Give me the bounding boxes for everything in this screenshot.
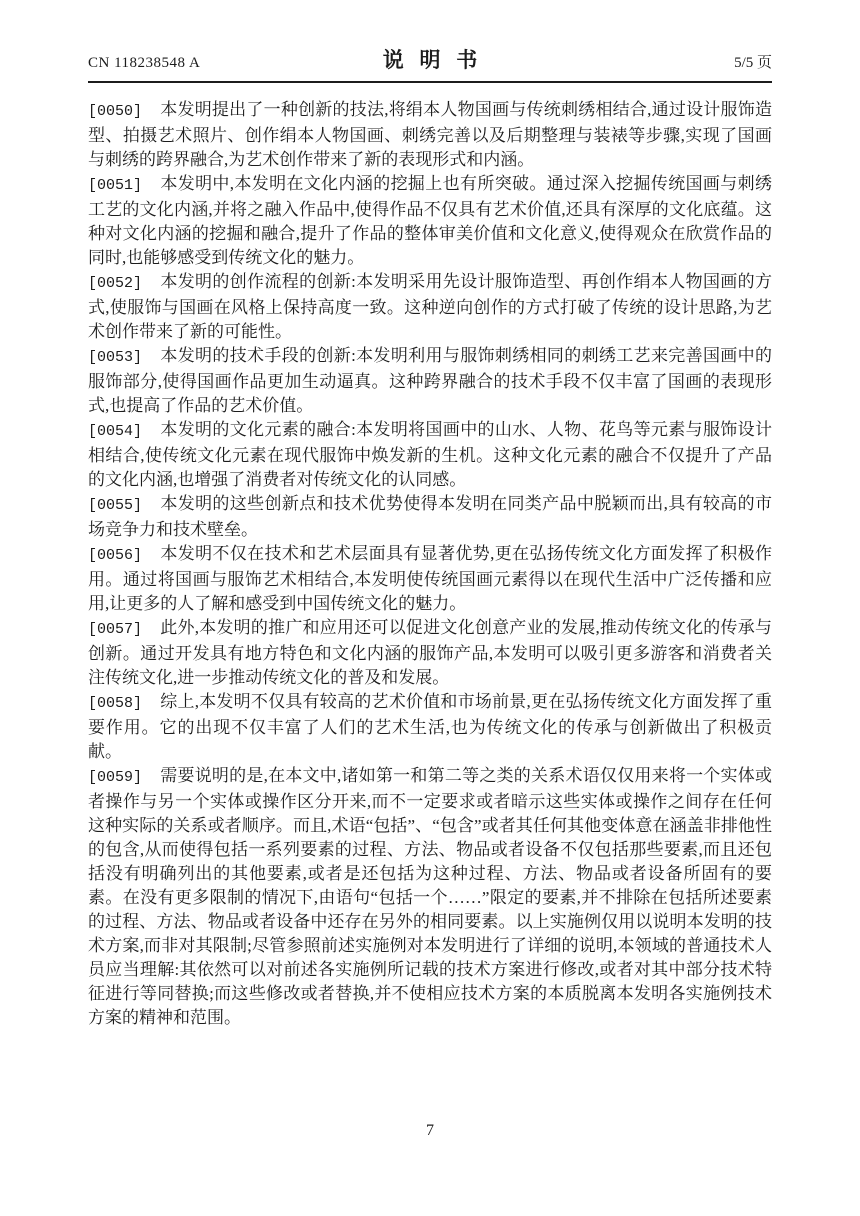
document-title: 说明书 — [382, 48, 493, 72]
paragraph-text: 此外,本发明的推广和应用还可以促进文化创意产业的发展,推动传统文化的传承与创新。通过开发具有地方特色和文化内涵的服饰产品,本发明可以吸引更多游客和消费者关注传统文化,进一步推动传统文化的普及和发展。 — [88, 618, 772, 687]
paragraph-text: 本发明的技术手段的创新:本发明利用与服饰刺绣相同的刺绣工艺来完善国画中的服饰部分,使得国画作品更加生动逼真。这种跨界融合的技术手段不仅丰富了国画的表现形式,也提高了作品的艺术价值。 — [88, 346, 772, 415]
publication-number: CN 118238548 A — [88, 55, 201, 71]
paragraph-number: [0055] — [88, 497, 143, 514]
patent-paragraph — [88, 98, 772, 172]
paragraph-text: 综上,本发明不仅具有较高的艺术价值和市场前景,更在弘扬传统文化方面发挥了重要作用。它的出现不仅丰富了人们的艺术生活,也为传统文化的传承与创新做出了积极贡献。 — [88, 692, 772, 761]
patent-paragraph — [88, 344, 772, 418]
page-number: 7 — [426, 1122, 434, 1139]
paragraph-number: [0054] — [88, 423, 143, 440]
paragraph-text: 本发明不仅在技术和艺术层面具有显著优势,更在弘扬传统文化方面发挥了积极作用。通过将国画与服饰艺术相结合,本发明使传统国画元素得以在现代生活中广泛传播和应用,让更多的人了解和感受到中国传统文化的魅力。 — [88, 544, 772, 613]
patent-paragraph — [88, 690, 772, 764]
description-body — [0, 83, 860, 1030]
paragraph-text: 需要说明的是,在本文中,诸如第一和第二等之类的关系术语仅仅用来将一个实体或者操作与另一个实体或操作区分开来,而不一定要求或者暗示这些实体或操作之间存在任何这种实际的关系或者顺序。而且,术语“包括”、“包含”或者其任何其他变体意在涵盖非排他性的包含,从而使得包括一系列要素的过程、方法、物品或者设备不仅包括那些要素,而且还包括没有明确列出的其他要素,或者是还包括为这种过程、方法、物品或者设备所固有的要素。在没有更多限制的情况下,由语句“包括一个……”限定的要素,并不排除在包括所述要素的过程、方法、物品或者设备中还存在另外的相同要素。以上实施例仅用以说明本发明的技术方案,而非对其限制;尽管参照前述实施例对本发明进行了详细的说明,本领域的普通技术人员应当理解:其依然可以对前述各实施例所记载的技术方案进行修改,或者对其中部分技术特征进行等同替换;而这些修改或者替换,并不使相应技术方案的本质脱离本发明各实施例技术方案的精神和范围。 — [88, 766, 772, 1027]
patent-paragraph — [88, 764, 772, 1030]
patent-paragraph — [88, 542, 772, 616]
paragraph-text: 本发明的创作流程的创新:本发明采用先设计服饰造型、再创作绢本人物国画的方式,使服饰与国画在风格上保持高度一致。这种逆向创作的方式打破了传统的设计思路,为艺术创作带来了新的可能性。 — [88, 272, 772, 341]
paragraph-number: [0057] — [88, 621, 143, 638]
paragraph-text: 本发明提出了一种创新的技法,将绢本人物国画与传统刺绣相结合,通过设计服饰造型、拍摄艺术照片、创作绢本人物国画、刺绣完善以及后期整理与装裱等步骤,实现了国画与刺绣的跨界融合,为艺术创作带来了新的表现形式和内涵。 — [88, 100, 772, 169]
paragraph-number: [0050] — [88, 103, 143, 120]
paragraph-number: [0053] — [88, 349, 143, 366]
patent-paragraph — [88, 616, 772, 690]
patent-paragraph — [88, 418, 772, 492]
patent-paragraph — [88, 172, 772, 270]
patent-paragraph — [88, 492, 772, 542]
paragraph-number: [0059] — [88, 769, 143, 786]
paragraph-number: [0058] — [88, 695, 143, 712]
paragraph-text: 本发明的这些创新点和技术优势使得本发明在同类产品中脱颖而出,具有较高的市场竞争力和技术壁垒。 — [88, 494, 772, 539]
paragraph-number: [0051] — [88, 177, 143, 194]
paragraph-text: 本发明的文化元素的融合:本发明将国画中的山水、人物、花鸟等元素与服饰设计相结合,使传统文化元素在现代服饰中焕发新的生机。这种文化元素的融合不仅提升了产品的文化内涵,也增强了消费者对传统文化的认同感。 — [88, 420, 772, 489]
paragraph-number: [0056] — [88, 547, 143, 564]
patent-paragraph — [88, 270, 772, 344]
paragraph-number: [0052] — [88, 275, 143, 292]
page-indicator: 5/5 页 — [734, 55, 772, 71]
page-header — [0, 0, 860, 81]
page-footer — [0, 1122, 860, 1140]
paragraph-text: 本发明中,本发明在文化内涵的挖掘上也有所突破。通过深入挖掘传统国画与刺绣工艺的文化内涵,并将之融入作品中,使得作品不仅具有艺术价值,还具有深厚的文化底蕴。这种对文化内涵的挖掘和融合,提升了作品的整体审美价值和文化意义,使得观众在欣赏作品的同时,也能够感受到传统文化的魅力。 — [88, 174, 772, 267]
